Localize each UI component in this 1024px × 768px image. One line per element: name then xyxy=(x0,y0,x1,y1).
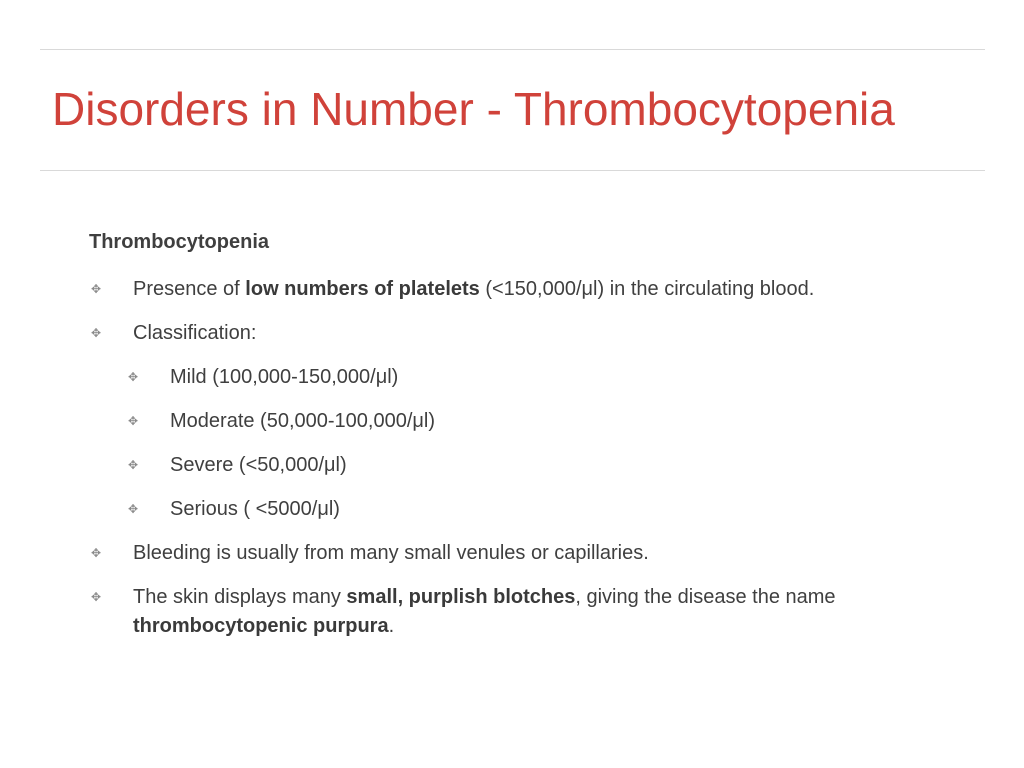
item-text: Presence of xyxy=(133,278,246,300)
item-bold-text: small, purplish blotches xyxy=(346,586,576,608)
item-text: . xyxy=(388,615,395,637)
item-text: Moderate (50,000-100,000/μl) xyxy=(170,410,436,432)
item-text: (<150,000/μl) in the circulating blood. xyxy=(479,278,815,300)
list-item xyxy=(89,275,949,304)
diamond-bullet-icon: ✥ xyxy=(127,458,139,472)
list-item xyxy=(89,539,949,568)
item-text: Mild (100,000-150,000/μl) xyxy=(170,366,399,388)
list-item xyxy=(89,319,949,348)
item-text: Severe (<50,000/μl) xyxy=(170,454,347,476)
top-divider xyxy=(40,49,985,50)
sub-list-item xyxy=(126,407,949,436)
item-text: Serious ( <5000/μl) xyxy=(170,498,340,520)
title-divider xyxy=(40,170,985,171)
sub-list-item xyxy=(126,451,949,480)
item-text: Bleeding is usually from many small venules or capillaries. xyxy=(133,542,649,564)
list-item xyxy=(89,583,949,641)
diamond-bullet-icon: ✥ xyxy=(127,502,139,516)
diamond-bullet-icon: ✥ xyxy=(127,414,139,428)
section-heading: Thrombocytopenia xyxy=(89,231,270,253)
item-bold-text: thrombocytopenic purpura xyxy=(133,615,389,637)
sub-list-item xyxy=(126,495,949,524)
diamond-bullet-icon: ✥ xyxy=(90,590,102,604)
item-text: , giving the disease the name xyxy=(575,586,836,608)
item-bold-text: low numbers of platelets xyxy=(245,278,480,300)
diamond-bullet-icon: ✥ xyxy=(90,282,102,296)
slide-title: Disorders in Number - Thrombocytopenia xyxy=(52,83,895,135)
slide-body xyxy=(89,228,949,656)
item-text: The skin displays many xyxy=(133,586,347,608)
item-text: Classification: xyxy=(133,322,257,344)
diamond-bullet-icon: ✥ xyxy=(90,326,102,340)
diamond-bullet-icon: ✥ xyxy=(127,370,139,384)
diamond-bullet-icon: ✥ xyxy=(90,546,102,560)
sub-list-item xyxy=(126,363,949,392)
